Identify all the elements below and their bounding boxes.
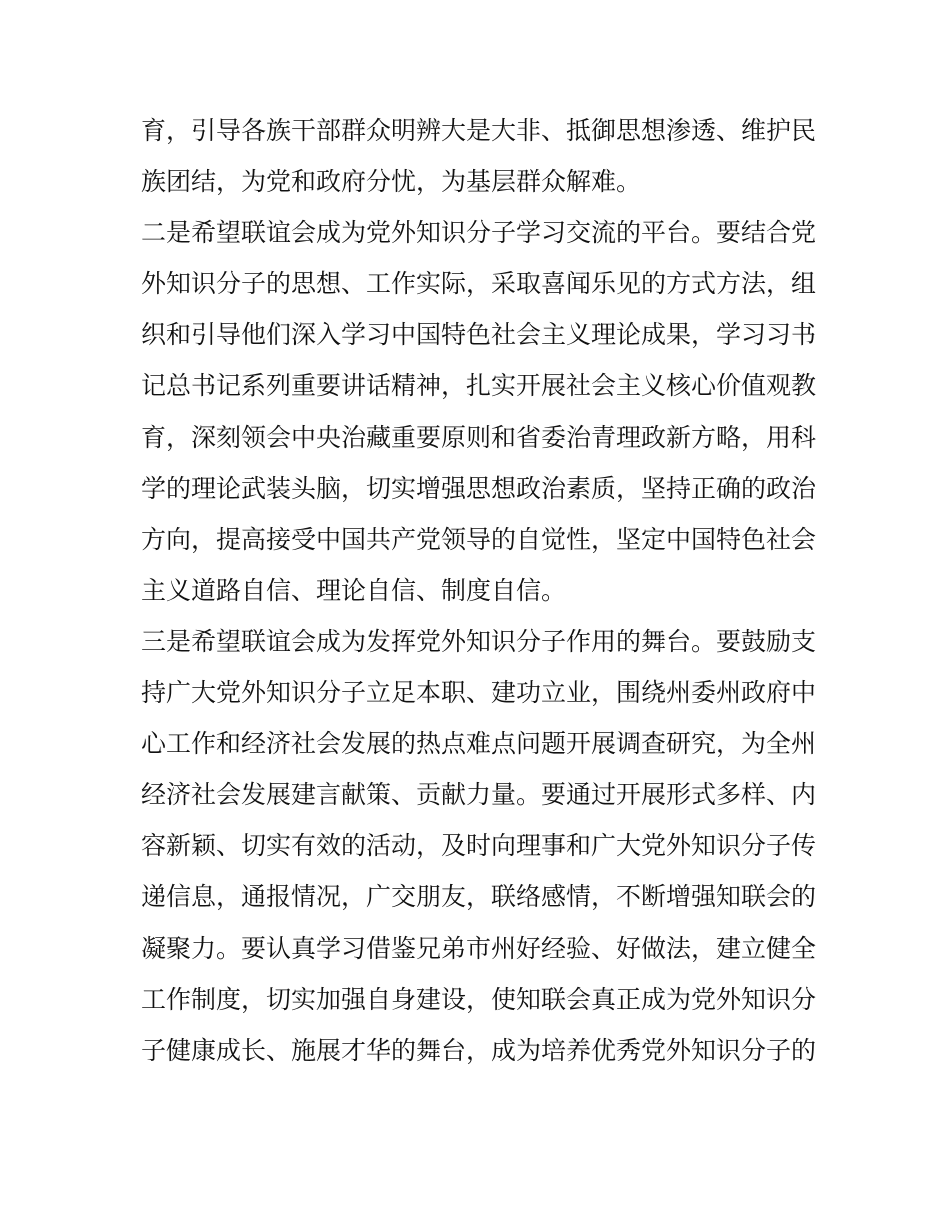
document-body-text	[141, 105, 821, 1076]
text-line: 三是希望联谊会成为发挥党外知识分子作用的舞台。要鼓励支	[141, 626, 817, 656]
text-line: 心工作和经济社会发展的热点难点问题开展调查研究，为全州	[141, 729, 817, 759]
text-line: 二是希望联谊会成为党外知识分子学习交流的平台。要结合党	[141, 218, 817, 248]
text-line: 工作制度，切实加强自身建设，使知联会真正成为党外知识分	[141, 984, 817, 1014]
text-line: 学的理论武装头脑，切实增强思想政治素质，坚持正确的政治	[141, 473, 817, 503]
text-line: 记总书记系列重要讲话精神，扎实开展社会主义核心价值观教	[141, 371, 817, 401]
text-line: 持广大党外知识分子立足本职、建功立业，围绕州委州政府中	[141, 678, 817, 708]
text-line: 外知识分子的思想、工作实际，采取喜闻乐见的方式方法，组	[141, 269, 817, 299]
text-line: 主义道路自信、理论自信、制度自信。	[141, 575, 567, 605]
text-line: 递信息，通报情况，广交朋友，联络感情，不断增强知联会的	[141, 882, 817, 912]
text-line: 凝聚力。要认真学习借鉴兄弟市州好经验、好做法，建立健全	[141, 933, 817, 963]
text-line: 子健康成长、施展才华的舞台，成为培养优秀党外知识分子的	[141, 1035, 817, 1065]
text-line: 织和引导他们深入学习中国特色社会主义理论成果，学习习书	[141, 320, 817, 350]
text-line: 方向，提高接受中国共产党领导的自觉性，坚定中国特色社会	[141, 524, 817, 554]
text-line: 容新颖、切实有效的活动，及时向理事和广大党外知识分子传	[141, 831, 817, 861]
text-line: 育，深刻领会中央治藏重要原则和省委治青理政新方略，用科	[141, 422, 817, 452]
text-line: 经济社会发展建言献策、贡献力量。要通过开展形式多样、内	[141, 780, 817, 810]
text-line: 族团结，为党和政府分忧，为基层群众解难。	[141, 167, 642, 197]
text-line: 育，引导各族干部群众明辨大是大非、抵御思想渗透、维护民	[141, 116, 817, 145]
